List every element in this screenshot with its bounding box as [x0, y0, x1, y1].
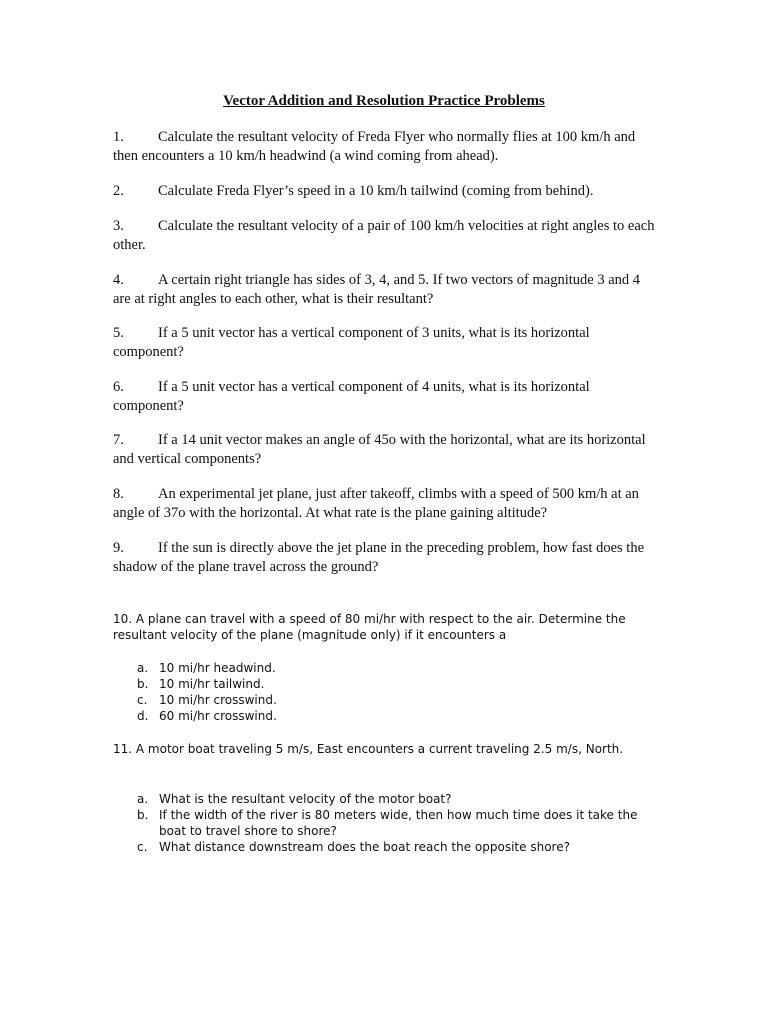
problem-1: [113, 128, 661, 166]
list-item: [137, 692, 657, 708]
list-item: [137, 839, 657, 855]
item-text: 10 mi/hr tailwind.: [159, 677, 265, 691]
item-letter: a.: [137, 792, 149, 806]
problem-text: An experimental jet plane, just after takeoff, climbs with a speed of 500 km/h at an angle of 37o with the horizontal. At what rate is the plane gaining altitude?: [113, 486, 639, 521]
problem-number: 3.: [113, 218, 124, 234]
problem-text: Calculate the resultant velocity of Freda Flyer who normally flies at 100 km/h and then encounters a 10 km/h headwind (a wind coming from ahead).: [113, 129, 636, 164]
problem-7: [113, 431, 661, 469]
problem-number: 4.: [113, 272, 124, 288]
problem-text: A certain right triangle has sides of 3, 4, and 5. If two vectors of magnitude 3 and 4 are at right angles to each other, what is their resultant?: [113, 272, 641, 307]
problem-4: [113, 271, 661, 309]
item-letter: c.: [137, 693, 148, 707]
problem-number: 7.: [113, 432, 124, 448]
problem-11-list: [137, 791, 657, 855]
list-item: [137, 708, 657, 724]
item-letter: b.: [137, 808, 149, 822]
item-letter: b.: [137, 677, 149, 691]
item-text: If the width of the river is 80 meters wide, then how much time does it take the boat to travel shore to shore?: [159, 808, 638, 838]
problem-8: [113, 485, 661, 523]
item-text: What is the resultant velocity of the motor boat?: [159, 792, 452, 806]
problem-10-text: 10. A plane can travel with a speed of 80 mi/hr with respect to the air. Determine the resultant velocity of the plane (magnitude only) if it encounters a: [113, 612, 626, 642]
problem-number: 8.: [113, 486, 124, 502]
list-item: [137, 676, 657, 692]
page-title: Vector Addition and Resolution Practice Problems: [223, 93, 545, 109]
item-letter: a.: [137, 661, 149, 675]
item-text: 10 mi/hr crosswind.: [159, 693, 277, 707]
problem-text: Calculate the resultant velocity of a pair of 100 km/h velocities at right angles to each other.: [113, 218, 655, 253]
problem-number: 9.: [113, 540, 124, 556]
item-letter: c.: [137, 840, 148, 854]
item-text: 10 mi/hr headwind.: [159, 661, 276, 675]
problem-text: Calculate Freda Flyer’s speed in a 10 km/h tailwind (coming from behind).: [158, 183, 594, 199]
problem-text: If the sun is directly above the jet plane in the preceding problem, how fast does the shadow of the plane travel across the ground?: [113, 540, 645, 575]
problem-10-list: [137, 660, 657, 724]
list-item: [137, 807, 657, 839]
problem-number: 6.: [113, 379, 124, 395]
problem-number: 5.: [113, 325, 124, 341]
item-text: 60 mi/hr crosswind.: [159, 709, 277, 723]
problem-number: 1.: [113, 129, 124, 145]
problem-5: [113, 324, 661, 362]
problem-9: [113, 539, 661, 577]
problem-3: [113, 217, 661, 255]
item-text: What distance downstream does the boat reach the opposite shore?: [159, 840, 570, 854]
problem-number: 2.: [113, 183, 124, 199]
problem-text: If a 14 unit vector makes an angle of 45o with the horizontal, what are its horizontal and vertical components?: [113, 432, 646, 467]
list-item: [137, 791, 657, 807]
problem-6: [113, 378, 661, 416]
list-item: [137, 660, 657, 676]
problem-11-text: 11. A motor boat traveling 5 m/s, East encounters a current traveling 2.5 m/s, North.: [113, 742, 624, 756]
item-letter: d.: [137, 709, 149, 723]
problem-text: If a 5 unit vector has a vertical component of 4 units, what is its horizontal component?: [113, 379, 590, 414]
problem-text: If a 5 unit vector has a vertical component of 3 units, what is its horizontal component?: [113, 325, 590, 360]
problem-2: [113, 182, 661, 201]
